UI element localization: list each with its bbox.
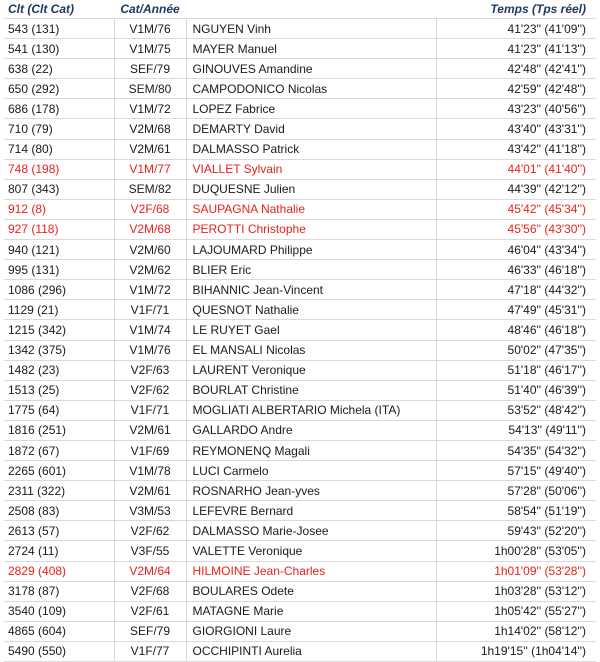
cell-rank: 3540 (109) — [4, 601, 114, 621]
cell-rank: 638 (22) — [4, 59, 114, 79]
cell-name: LAJOUMARD Philippe — [186, 240, 436, 260]
cell-category: V1F/71 — [114, 300, 186, 320]
cell-category: V1M/76 — [114, 19, 186, 39]
cell-time: 59'43'' (52'20'') — [436, 521, 596, 541]
cell-time: 1h14'02'' (58'12'') — [436, 621, 596, 641]
cell-rank: 1872 (67) — [4, 440, 114, 460]
cell-time: 41'23'' (41'13'') — [436, 39, 596, 59]
cell-rank: 2724 (11) — [4, 541, 114, 561]
cell-category: V2M/64 — [114, 561, 186, 581]
table-row — [4, 59, 596, 79]
cell-category: V2F/62 — [114, 521, 186, 541]
table-row — [4, 481, 596, 501]
header-rank: Clt (Clt Cat) — [4, 0, 114, 19]
table-row — [4, 440, 596, 460]
table-row — [4, 561, 596, 581]
cell-category: V2M/61 — [114, 420, 186, 440]
cell-rank: 2508 (83) — [4, 501, 114, 521]
table-row — [4, 179, 596, 199]
table-row — [4, 501, 596, 521]
table-row — [4, 39, 596, 59]
cell-time: 50'02'' (47'35'') — [436, 340, 596, 360]
cell-rank: 1775 (64) — [4, 400, 114, 420]
cell-category: V1M/75 — [114, 39, 186, 59]
cell-rank: 912 (8) — [4, 199, 114, 219]
cell-category: V2M/62 — [114, 260, 186, 280]
cell-name: LUCI Carmelo — [186, 461, 436, 481]
cell-category: V2F/61 — [114, 601, 186, 621]
cell-rank: 1513 (25) — [4, 380, 114, 400]
cell-time: 51'18'' (46'17'') — [436, 360, 596, 380]
cell-time: 1h19'15'' (1h04'14'') — [436, 641, 596, 661]
cell-rank: 2613 (57) — [4, 521, 114, 541]
cell-time: 1h01'09'' (53'28'') — [436, 561, 596, 581]
cell-name: MAYER Manuel — [186, 39, 436, 59]
cell-name: BOURLAT Christine — [186, 380, 436, 400]
table-row — [4, 99, 596, 119]
table-row — [4, 159, 596, 179]
cell-category: V1M/72 — [114, 99, 186, 119]
cell-name: GINOUVES Amandine — [186, 59, 436, 79]
cell-category: V1M/74 — [114, 320, 186, 340]
cell-name: BOULARES Odete — [186, 581, 436, 601]
cell-name: SAUPAGNA Nathalie — [186, 199, 436, 219]
cell-name: REYMONENQ Magali — [186, 440, 436, 460]
cell-rank: 543 (131) — [4, 19, 114, 39]
header-name — [186, 0, 436, 19]
cell-name: DUQUESNE Julien — [186, 179, 436, 199]
cell-rank: 1342 (375) — [4, 340, 114, 360]
table-row — [4, 19, 596, 39]
cell-name: LEFEVRE Bernard — [186, 501, 436, 521]
table-row — [4, 541, 596, 561]
cell-name: VALETTE Veronique — [186, 541, 436, 561]
header-category: Cat/Année — [114, 0, 186, 19]
cell-rank: 2311 (322) — [4, 481, 114, 501]
table-row — [4, 139, 596, 159]
cell-category: V2F/62 — [114, 380, 186, 400]
cell-rank: 1215 (342) — [4, 320, 114, 340]
table-row — [4, 601, 596, 621]
cell-rank: 541 (130) — [4, 39, 114, 59]
cell-category: V2F/68 — [114, 581, 186, 601]
cell-time: 57'15'' (49'40'') — [436, 461, 596, 481]
cell-name: MATAGNE Marie — [186, 601, 436, 621]
cell-rank: 1086 (296) — [4, 280, 114, 300]
cell-category: V1F/69 — [114, 440, 186, 460]
cell-category: V2M/68 — [114, 219, 186, 239]
table-row — [4, 461, 596, 481]
cell-time: 51'40'' (46'39'') — [436, 380, 596, 400]
cell-time: 57'28'' (50'06'') — [436, 481, 596, 501]
cell-category: V2F/63 — [114, 360, 186, 380]
cell-time: 43'23'' (40'56'') — [436, 99, 596, 119]
cell-name: LAURENT Veronique — [186, 360, 436, 380]
cell-category: V1M/76 — [114, 340, 186, 360]
results-table — [4, 0, 596, 662]
cell-time: 43'42'' (41'18'') — [436, 139, 596, 159]
cell-time: 54'13'' (49'11'') — [436, 420, 596, 440]
cell-time: 53'52'' (48'42'') — [436, 400, 596, 420]
cell-name: LE RUYET Gael — [186, 320, 436, 340]
cell-rank: 940 (121) — [4, 240, 114, 260]
cell-time: 44'01'' (41'40'') — [436, 159, 596, 179]
cell-category: SEM/80 — [114, 79, 186, 99]
cell-name: BIHANNIC Jean-Vincent — [186, 280, 436, 300]
cell-time: 54'35'' (54'32'') — [436, 440, 596, 460]
cell-category: V1F/71 — [114, 400, 186, 420]
cell-time: 46'04'' (43'34'') — [436, 240, 596, 260]
cell-time: 47'49'' (45'31'') — [436, 300, 596, 320]
cell-time: 41'23'' (41'09'') — [436, 19, 596, 39]
cell-rank: 1482 (23) — [4, 360, 114, 380]
cell-category: V2M/60 — [114, 240, 186, 260]
table-header — [4, 0, 596, 19]
cell-category: V3M/53 — [114, 501, 186, 521]
cell-rank: 2829 (408) — [4, 561, 114, 581]
cell-category: V1F/77 — [114, 641, 186, 661]
cell-rank: 3178 (87) — [4, 581, 114, 601]
table-row — [4, 300, 596, 320]
cell-time: 48'46'' (46'18'') — [436, 320, 596, 340]
cell-name: HILMOINE Jean-Charles — [186, 561, 436, 581]
table-row — [4, 521, 596, 541]
cell-category: SEF/79 — [114, 621, 186, 641]
cell-name: OCCHIPINTI Aurelia — [186, 641, 436, 661]
table-row — [4, 79, 596, 99]
cell-category: V2M/68 — [114, 119, 186, 139]
table-row — [4, 380, 596, 400]
cell-time: 45'56'' (43'30'') — [436, 219, 596, 239]
table-row — [4, 219, 596, 239]
header-row — [4, 0, 596, 19]
cell-rank: 686 (178) — [4, 99, 114, 119]
cell-rank: 5490 (550) — [4, 641, 114, 661]
cell-time: 42'48'' (42'41'') — [436, 59, 596, 79]
table-row — [4, 400, 596, 420]
table-row — [4, 420, 596, 440]
cell-name: LOPEZ Fabrice — [186, 99, 436, 119]
table-row — [4, 621, 596, 641]
cell-rank: 710 (79) — [4, 119, 114, 139]
table-row — [4, 119, 596, 139]
cell-name: GIORGIONI Laure — [186, 621, 436, 641]
cell-rank: 927 (118) — [4, 219, 114, 239]
cell-rank: 714 (80) — [4, 139, 114, 159]
cell-time: 58'54'' (51'19'') — [436, 501, 596, 521]
cell-time: 47'18'' (44'32'') — [436, 280, 596, 300]
cell-time: 1h03'28'' (53'12'') — [436, 581, 596, 601]
cell-name: DALMASSO Marie-Josee — [186, 521, 436, 541]
table-row — [4, 240, 596, 260]
cell-time: 43'40'' (43'31'') — [436, 119, 596, 139]
cell-category: V1M/72 — [114, 280, 186, 300]
table-row — [4, 199, 596, 219]
cell-time: 1h00'28'' (53'05'') — [436, 541, 596, 561]
cell-category: V1M/78 — [114, 461, 186, 481]
cell-name: NGUYEN Vinh — [186, 19, 436, 39]
cell-name: DEMARTY David — [186, 119, 436, 139]
cell-time: 46'33'' (46'18'') — [436, 260, 596, 280]
header-time: Temps (Tps réel) — [436, 0, 596, 19]
table-row — [4, 260, 596, 280]
cell-category: V2M/61 — [114, 481, 186, 501]
cell-rank: 1816 (251) — [4, 420, 114, 440]
cell-rank: 807 (343) — [4, 179, 114, 199]
cell-time: 44'39'' (42'12'') — [436, 179, 596, 199]
cell-time: 42'59'' (42'48'') — [436, 79, 596, 99]
cell-name: GALLARDO Andre — [186, 420, 436, 440]
cell-rank: 995 (131) — [4, 260, 114, 280]
cell-name: DALMASSO Patrick — [186, 139, 436, 159]
table-row — [4, 581, 596, 601]
table-row — [4, 340, 596, 360]
cell-category: V2M/61 — [114, 139, 186, 159]
table-row — [4, 641, 596, 661]
cell-category: SEM/82 — [114, 179, 186, 199]
cell-name: MOGLIATI ALBERTARIO Michela (ITA) — [186, 400, 436, 420]
cell-category: SEF/79 — [114, 59, 186, 79]
cell-category: V2F/68 — [114, 199, 186, 219]
cell-rank: 650 (292) — [4, 79, 114, 99]
cell-category: V1M/77 — [114, 159, 186, 179]
cell-time: 45'42'' (45'34'') — [436, 199, 596, 219]
table-row — [4, 360, 596, 380]
cell-time: 1h05'42'' (55'27'') — [436, 601, 596, 621]
cell-rank: 4865 (604) — [4, 621, 114, 641]
cell-name: EL MANSALI Nicolas — [186, 340, 436, 360]
cell-name: VIALLET Sylvain — [186, 159, 436, 179]
cell-name: PEROTTI Christophe — [186, 219, 436, 239]
cell-rank: 2265 (601) — [4, 461, 114, 481]
table-body — [4, 19, 596, 662]
cell-name: BLIER Eric — [186, 260, 436, 280]
cell-name: CAMPODONICO Nicolas — [186, 79, 436, 99]
cell-name: QUESNOT Nathalie — [186, 300, 436, 320]
table-row — [4, 320, 596, 340]
table-row — [4, 280, 596, 300]
cell-rank: 1129 (21) — [4, 300, 114, 320]
cell-name: ROSNARHO Jean-yves — [186, 481, 436, 501]
cell-rank: 748 (198) — [4, 159, 114, 179]
cell-category: V3F/55 — [114, 541, 186, 561]
